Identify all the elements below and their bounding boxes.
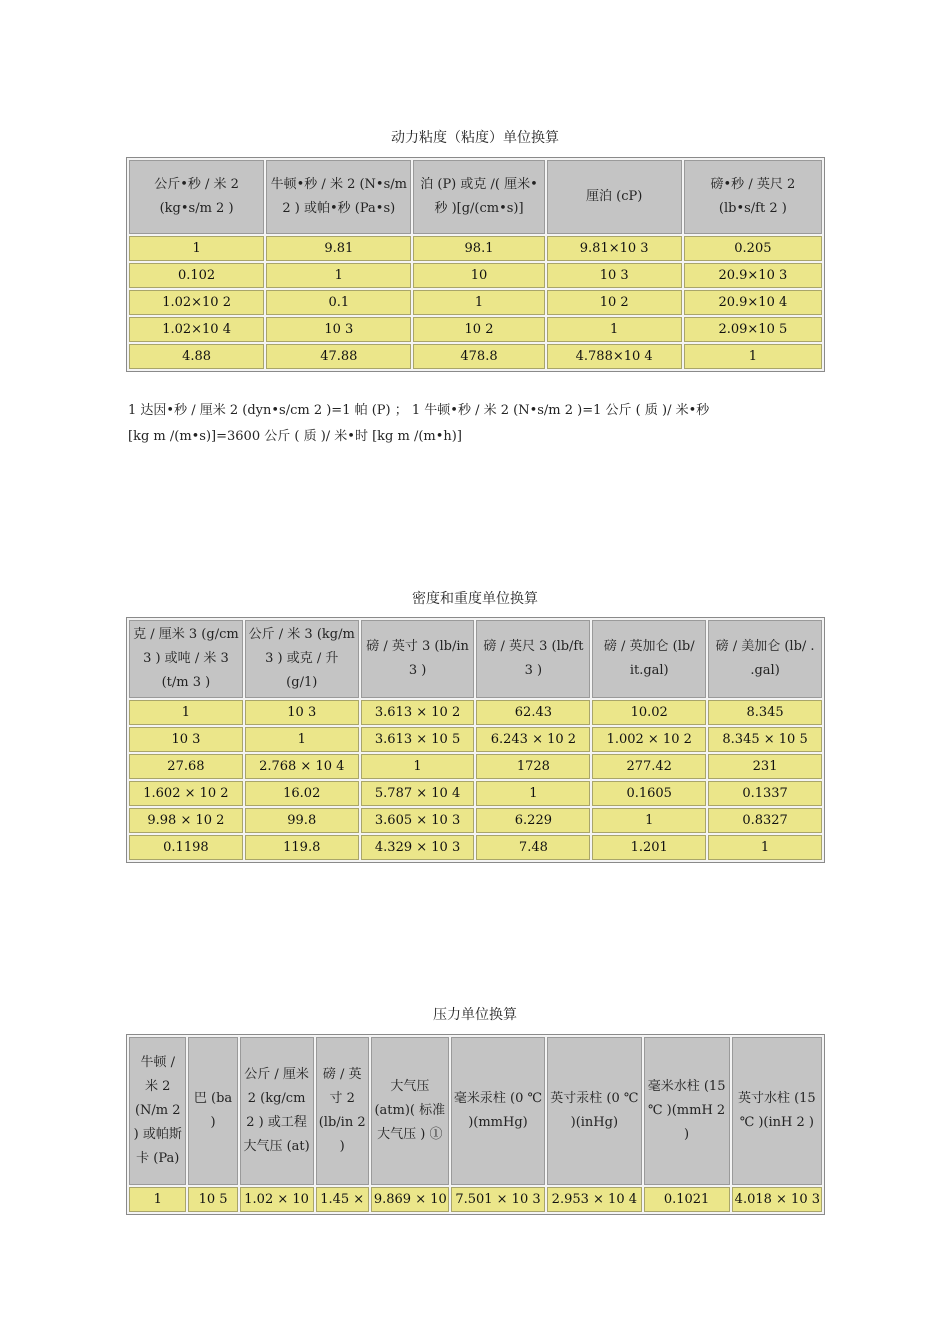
- pressure-header-3: 磅 / 英寸 2 (lb/in 2 ): [316, 1037, 369, 1185]
- table-row: [129, 781, 822, 806]
- density-title: 密度和重度单位换算: [412, 591, 538, 607]
- viscosity-cell: 20.9×10 4: [684, 290, 822, 315]
- density-cell: 1: [708, 835, 822, 860]
- density-cell: 1.602 × 10 2: [129, 781, 243, 806]
- pressure-title: 压力单位换算: [433, 1007, 517, 1023]
- pressure-cell: 1: [129, 1187, 186, 1212]
- viscosity-cell: 9.81×10 3: [547, 236, 682, 261]
- density-header-2: 磅 / 英寸 3 (lb/in 3 ): [361, 620, 475, 698]
- density-cell: 119.8: [245, 835, 359, 860]
- viscosity-cell: 10 2: [547, 290, 682, 315]
- density-cell: 4.329 × 10 3: [361, 835, 475, 860]
- density-cell: 6.243 × 10 2: [476, 727, 590, 752]
- table-row: [129, 263, 822, 288]
- table-row: [129, 344, 822, 369]
- density-cell: 1: [129, 700, 243, 725]
- density-cell: 10 3: [129, 727, 243, 752]
- viscosity-cell: 2.09×10 5: [684, 317, 822, 342]
- density-cell: 3.613 × 10 5: [361, 727, 475, 752]
- density-cell: 16.02: [245, 781, 359, 806]
- density-cell: 1: [361, 754, 475, 779]
- density-cell: 1728: [476, 754, 590, 779]
- density-cell: 1: [592, 808, 706, 833]
- density-cell: 99.8: [245, 808, 359, 833]
- density-cell: 3.613 × 10 2: [361, 700, 475, 725]
- density-cell: 231: [708, 754, 822, 779]
- density-header-5: 磅 / 美加仑 (lb/ . .gal): [708, 620, 822, 698]
- viscosity-note: [128, 398, 828, 450]
- viscosity-note-line2: [kg m /(m•s)]=3600 公斤 ( 质 )/ 米•时 [kg m /(m•h)]: [128, 429, 462, 444]
- viscosity-cell: 4.88: [129, 344, 264, 369]
- pressure-table: [126, 1034, 825, 1215]
- pressure-cell: 9.869 × 10: [371, 1187, 449, 1212]
- density-cell: 1: [476, 781, 590, 806]
- pressure-header-2: 公斤 / 厘米 2 (kg/cm 2 ) 或工程大气压 (at): [240, 1037, 314, 1185]
- viscosity-title: 动力粘度（粘度）单位换算: [391, 130, 559, 146]
- pressure-header-7: 毫米水柱 (15 ℃ )(mmH 2 ): [644, 1037, 730, 1185]
- pressure-header-4: 大气压 (atm)( 标准大气压 ) ①: [371, 1037, 449, 1185]
- pressure-cell: 1.45 ×: [316, 1187, 369, 1212]
- viscosity-cell: 1: [129, 236, 264, 261]
- table-row: [129, 317, 822, 342]
- density-cell: 5.787 × 10 4: [361, 781, 475, 806]
- pressure-cell: 1.02 × 10: [240, 1187, 314, 1212]
- density-cell: 0.1337: [708, 781, 822, 806]
- viscosity-header-4: 磅•秒 / 英尺 2 (lb•s/ft 2 ): [684, 160, 822, 234]
- density-cell: 1.002 × 10 2: [592, 727, 706, 752]
- table-row: [129, 808, 822, 833]
- viscosity-cell: 1: [413, 290, 544, 315]
- density-cell: 10 3: [245, 700, 359, 725]
- pressure-cell: 7.501 × 10 3: [451, 1187, 545, 1212]
- density-cell: 8.345: [708, 700, 822, 725]
- viscosity-header-3: 厘泊 (cP): [547, 160, 682, 234]
- density-cell: 9.98 × 10 2: [129, 808, 243, 833]
- viscosity-cell: 1: [547, 317, 682, 342]
- density-table: [126, 617, 825, 863]
- viscosity-cell: 10: [413, 263, 544, 288]
- pressure-cell: 0.1021: [644, 1187, 730, 1212]
- pressure-header-5: 毫米汞柱 (0 ℃ )(mmHg): [451, 1037, 545, 1185]
- viscosity-cell: 1: [684, 344, 822, 369]
- density-cell: 6.229: [476, 808, 590, 833]
- table-row: [129, 700, 822, 725]
- table-row: [129, 754, 822, 779]
- density-cell: 10.02: [592, 700, 706, 725]
- density-cell: 0.1198: [129, 835, 243, 860]
- viscosity-cell: 1.02×10 4: [129, 317, 264, 342]
- table-row: [129, 290, 822, 315]
- density-cell: 2.768 × 10 4: [245, 754, 359, 779]
- viscosity-table: [126, 157, 825, 372]
- viscosity-cell: 9.81: [266, 236, 411, 261]
- viscosity-header-0: 公斤•秒 / 米 2 (kg•s/m 2 ): [129, 160, 264, 234]
- pressure-header-1: 巴 (ba ): [188, 1037, 237, 1185]
- density-header-4: 磅 / 英加仑 (lb/ it.gal): [592, 620, 706, 698]
- viscosity-cell: 10 3: [547, 263, 682, 288]
- density-cell: 1.201: [592, 835, 706, 860]
- density-header-3: 磅 / 英尺 3 (lb/ft 3 ): [476, 620, 590, 698]
- density-cell: 7.48: [476, 835, 590, 860]
- viscosity-cell: 0.1: [266, 290, 411, 315]
- pressure-cell: 2.953 × 10 4: [547, 1187, 641, 1212]
- density-cell: 27.68: [129, 754, 243, 779]
- density-cell: 0.8327: [708, 808, 822, 833]
- density-header-1: 公斤 / 米 3 (kg/m 3 ) 或克 / 升 (g/1): [245, 620, 359, 698]
- density-cell: 277.42: [592, 754, 706, 779]
- pressure-cell: 10 5: [188, 1187, 237, 1212]
- viscosity-cell: 20.9×10 3: [684, 263, 822, 288]
- viscosity-cell: 4.788×10 4: [547, 344, 682, 369]
- pressure-header-8: 英寸水柱 (15 ℃ )(inH 2 ): [732, 1037, 822, 1185]
- density-header-0: 克 / 厘米 3 (g/cm 3 ) 或吨 / 米 3 (t/m 3 ): [129, 620, 243, 698]
- viscosity-header-1: 牛顿•秒 / 米 2 (N•s/m 2 ) 或帕•秒 (Pa•s): [266, 160, 411, 234]
- viscosity-cell: 1.02×10 2: [129, 290, 264, 315]
- viscosity-note-line1: 1 达因•秒 / 厘米 2 (dyn•s/cm 2 )=1 帕 (P) ； 1 牛顿•秒 / 米 2 (N•s/m 2 )=1 公斤 ( 质 )/ 米•秒: [128, 403, 710, 418]
- pressure-cell: 4.018 × 10 3: [732, 1187, 822, 1212]
- viscosity-cell: 0.102: [129, 263, 264, 288]
- density-cell: 3.605 × 10 3: [361, 808, 475, 833]
- viscosity-cell: 47.88: [266, 344, 411, 369]
- table-row: [129, 727, 822, 752]
- table-row: [129, 835, 822, 860]
- density-cell: 62.43: [476, 700, 590, 725]
- density-cell: 8.345 × 10 5: [708, 727, 822, 752]
- table-row: [129, 236, 822, 261]
- viscosity-cell: 10 3: [266, 317, 411, 342]
- viscosity-cell: 1: [266, 263, 411, 288]
- density-cell: 0.1605: [592, 781, 706, 806]
- table-row: [129, 1187, 822, 1212]
- density-cell: 1: [245, 727, 359, 752]
- viscosity-cell: 478.8: [413, 344, 544, 369]
- viscosity-cell: 10 2: [413, 317, 544, 342]
- viscosity-header-2: 泊 (P) 或克 /( 厘米•秒 )[g/(cm•s)]: [413, 160, 544, 234]
- viscosity-cell: 0.205: [684, 236, 822, 261]
- viscosity-cell: 98.1: [413, 236, 544, 261]
- pressure-header-0: 牛顿 / 米 2 (N/m 2 ) 或帕斯卡 (Pa): [129, 1037, 186, 1185]
- pressure-header-6: 英寸汞柱 (0 ℃ )(inHg): [547, 1037, 641, 1185]
